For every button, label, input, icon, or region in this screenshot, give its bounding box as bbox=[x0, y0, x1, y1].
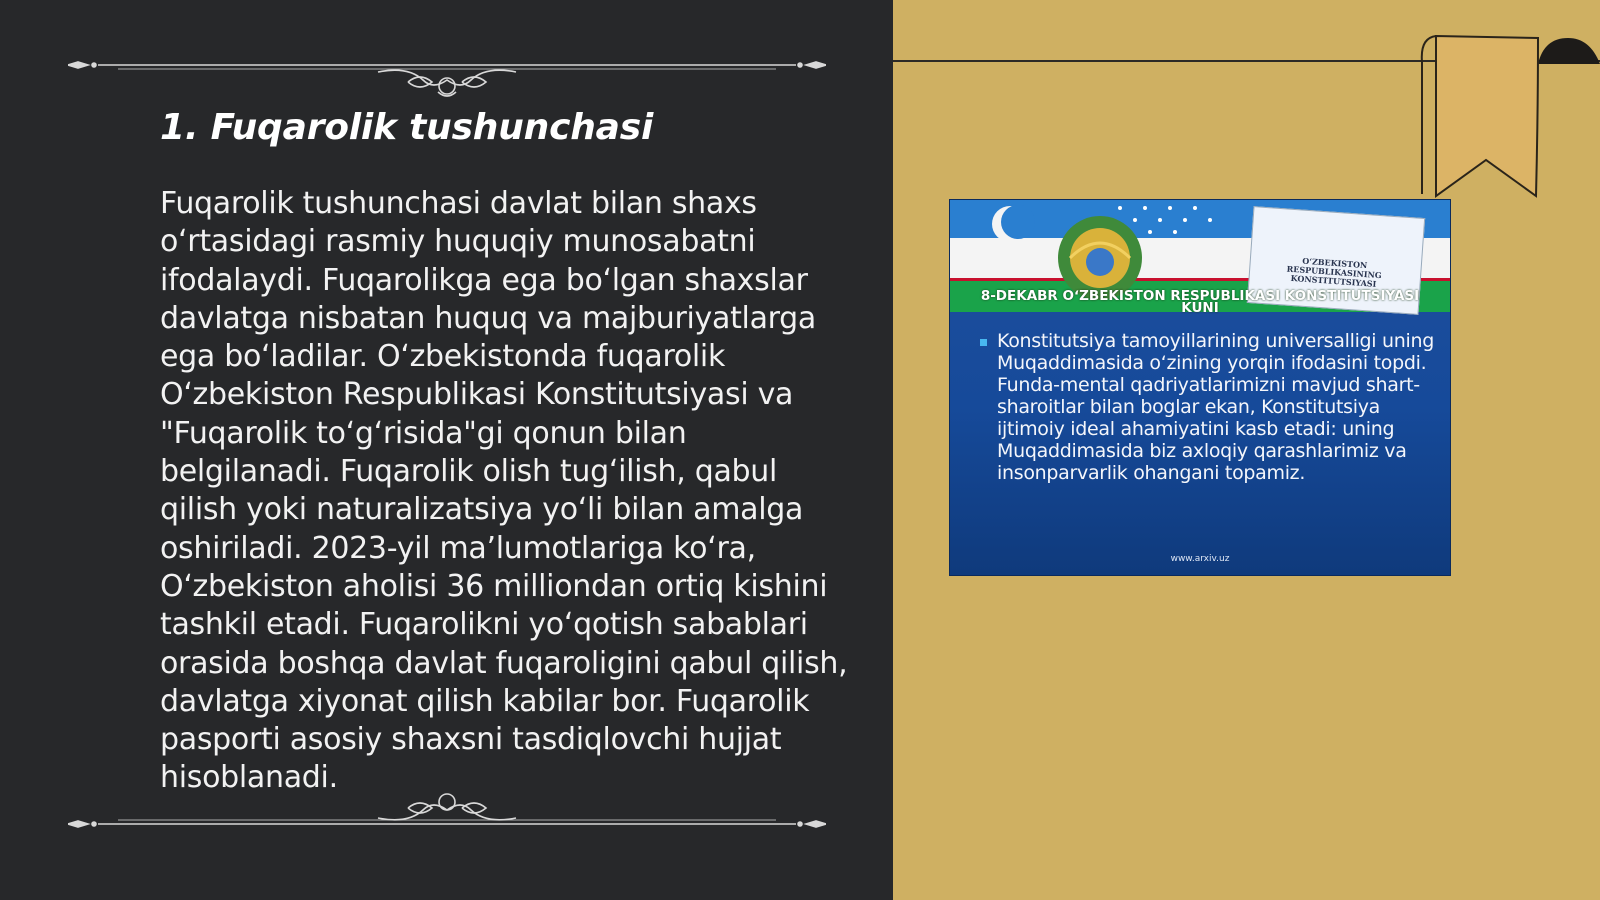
bookmark-ribbon bbox=[1420, 34, 1600, 204]
top-ornament-border bbox=[68, 40, 826, 100]
slide-title: 1. Fuqarolik tushunchasi bbox=[160, 107, 654, 148]
bottom-ornament-border bbox=[68, 776, 826, 836]
image-banner-caption: 8-DEKABR OʻZBEKISTON RESPUBLIKASI KONSTITUTSIYASI KUNI bbox=[980, 288, 1420, 316]
document-label: OʻZBEKISTON RESPUBLIKASINING KONSTITUTSIYASI bbox=[1286, 255, 1383, 289]
image-source-label: www.arxiv.uz bbox=[1170, 554, 1230, 564]
bullet-marker bbox=[980, 339, 987, 346]
constitution-day-image bbox=[950, 200, 1450, 575]
slide-body-text: Fuqarolik tushunchasi davlat bilan shaxs oʻrtasidagi rasmiy huquqiy munosabatni ifodalaydi. Fuqarolikga ega boʻlgan shaxslar davlatga nisbatan huquq va majburiyatlarga ega boʻladilar. Oʻzbekistonda fuqarolik Oʻzbekiston Respublikasi Konstitutsiyasi va "Fuqarolik toʻgʻrisida"gi qonun bilan belgilanadi. Fuqarolik olish tugʻilish, qabul qilish yoki naturalizatsiya yoʻli bilan amalga oshiriladi. 2023-yil maʼlumotlariga koʻra, Oʻzbekiston aholisi 36 milliondan ortiq kishini tashkil etadi. Fuqarolikni yoʻqotish sabablari orasida boshqa davlat fuqaroligini qabul qilish, davlatga xiyonat qilish kabilar bor. Fuqarolik pasporti asosiy shaxsni tasdiqlovchi hujjat hisoblanadi. bbox=[160, 186, 848, 796]
image-quote-text: Konstitutsiya tamoyillarining universalligi uning Muqaddimasida oʻzining yorqin ifodasini topdi. Funda-mental qadriyatlarimizni mavjud shart-sharoitlar bilan boglar ekan, Konstitutsiya ijtimoiy ideal ahamiyatini kasb etadi: uning Muqaddimasida biz axloqiy qarashlarimiz va insonparvarlik ohangani topamiz. bbox=[997, 330, 1434, 484]
